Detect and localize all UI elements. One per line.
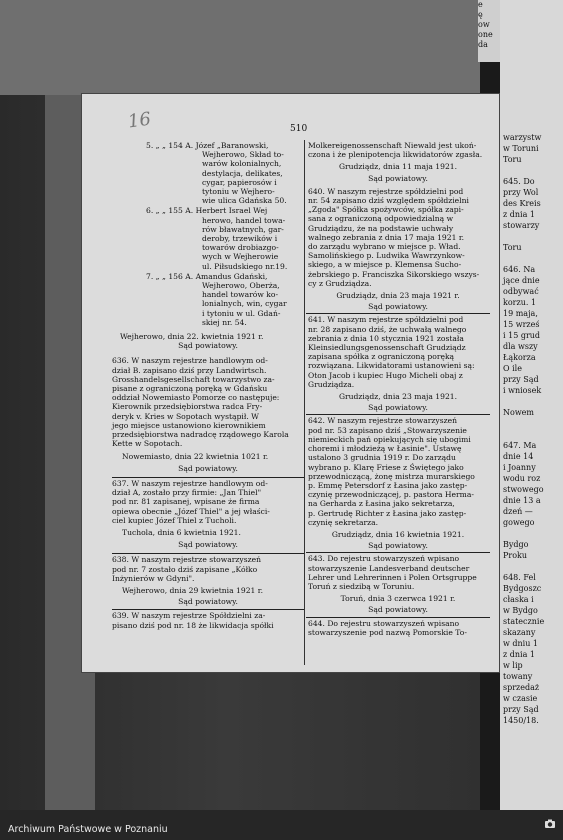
- text-line: Molkereigenossenschaft Niewald jest ukoń-: [308, 141, 477, 150]
- neighbor-tab-text: da: [478, 40, 488, 49]
- text-line: nr. 54 zapisano dziś względem spółdzielni: [308, 196, 469, 206]
- text-line: skiego, a w miejsce p. Klemensa Sucho-: [308, 260, 462, 270]
- text-line: ciel kupiec Józef Thiel z Tucholi.: [112, 515, 237, 525]
- text-line: Oton Jacob i kupiec Hugo Micheli obaj z: [308, 370, 463, 380]
- neighbor-text-line: jące dnie: [503, 276, 540, 285]
- text-line: 638. W naszym rejestrze stowarzyszeń: [112, 555, 261, 565]
- neighbor-text-line: w dniu 1: [503, 639, 539, 648]
- text-line: p. Gertrudę Richter z Łasina jako zastęp-: [308, 508, 467, 518]
- text-line: Grudziądza.: [308, 379, 355, 389]
- neighbor-text-line: dzeń —: [503, 507, 533, 516]
- court-signature: Sąd powiatowy.: [178, 540, 238, 550]
- entry-separator: [306, 617, 490, 618]
- text-line: czynię przewodniczącej, p. pastora Herma-: [308, 490, 474, 500]
- underlying-page: [0, 0, 480, 95]
- neighbor-text-line: des Kreis: [503, 199, 541, 208]
- neighbor-text-line: [503, 253, 563, 264]
- neighbor-text-line: i wniosek: [503, 386, 542, 395]
- page-number: 510: [290, 124, 308, 134]
- text-line: jego miejsce ustanowiono kierownikiem: [112, 420, 266, 430]
- court-signature: Sąd powiatowy.: [368, 173, 428, 183]
- neighbor-text-line: 647. Ma: [503, 441, 537, 450]
- signature-line: Grudziądz, dnia 11 maja 1921.: [338, 162, 458, 172]
- text-line: Toruń z siedzibą w Toruniu.: [308, 581, 415, 591]
- neighbor-text-line: 645. Do: [503, 177, 535, 186]
- neighbor-text-line: [503, 561, 563, 572]
- court-signature: Sąd powiatowy.: [368, 403, 428, 413]
- text-line: cygar, papierosów i: [202, 177, 277, 187]
- neighbor-text-line: w Bydgo: [503, 606, 538, 615]
- neighbor-text-line: przy Sąd: [503, 705, 539, 714]
- text-line: Wejherowo, Oberża,: [202, 281, 280, 291]
- neighbor-page-strip: [500, 0, 563, 810]
- neighbor-text-line: 19 maja,: [503, 309, 538, 318]
- neighbor-text-line: 648. Fel: [503, 573, 536, 582]
- entry-639: [112, 611, 304, 629]
- text-line: 637. W naszym rejestrze handlowym od-: [112, 478, 268, 488]
- text-line: lonialnych, win, cygar: [202, 299, 287, 309]
- camera-icon: [544, 818, 556, 830]
- text-line: zebrania z dnia 10 stycznia 1921 została: [308, 333, 464, 343]
- text-line: pod nr. 7 zostało dziś zapisane „Kółko: [112, 564, 258, 574]
- neighbor-text-line: i 15 grud: [503, 331, 541, 340]
- text-line: 644. Do rejestru stowarzyszeń wpisano: [308, 618, 460, 628]
- entry-636: [112, 356, 304, 448]
- signature-line: Tuchola, dnia 6 kwietnia 1921.: [122, 527, 241, 537]
- neighbor-tab-text: ow: [478, 20, 490, 29]
- text-line: rozwiązana. Likwidatorami ustanowieni są:: [308, 361, 475, 371]
- text-line: pod nr. 81 zapisanej, wpisane że firma: [112, 497, 260, 507]
- neighbor-text-line: korzu. 1: [503, 298, 537, 307]
- signature-line: Grudziądz, dnia 23 maja 1921 r.: [336, 291, 460, 301]
- court-signature: Sąd powiatowy.: [178, 597, 238, 607]
- neighbor-text-line: z dnia 1: [503, 210, 535, 219]
- entry-642: [308, 416, 488, 526]
- text-line: nr. 28 zapisano dziś, że uchwałą walnego: [308, 324, 467, 334]
- text-line: Grudziądzu, że na podstawie uchwały: [308, 223, 454, 233]
- text-line: dział B. zapisano dziś przy Landwirtsch.: [112, 365, 267, 375]
- neighbor-text-line: [503, 418, 563, 429]
- neighbor-tab-text: e: [478, 0, 483, 9]
- neighbor-text-line: przy Wol: [503, 188, 539, 197]
- neighbor-text-line: stowarzy: [503, 221, 540, 230]
- text-line: Wejherowo, Skład to-: [202, 150, 284, 160]
- text-line: rów bławatnych, gar-: [202, 224, 284, 234]
- court-signature: Sąd powiatowy.: [368, 541, 428, 551]
- entry-separator: [112, 477, 304, 478]
- neighbor-text-line: stwowego: [503, 485, 544, 494]
- court-signature: Sąd powiatowy.: [178, 341, 238, 351]
- text-line: wie ulica Gdańska 50.: [202, 196, 287, 206]
- text-line: pisane z ograniczoną poręką w Gdańsku: [112, 384, 268, 394]
- text-line: ustalono 3 grudnia 1919 r. Do zarządu: [308, 453, 456, 463]
- neighbor-text-line: w Toruni: [503, 144, 539, 153]
- text-line: choremi i młodzieżą w Łasinie". Ustawę: [308, 444, 462, 454]
- text-line: warów kolonialnych,: [202, 159, 282, 169]
- text-line: 6. „ „ 155 A. Herbert Israel Wej: [146, 206, 268, 216]
- neighbor-text-line: dnie 13 a: [503, 496, 541, 505]
- text-line: czona i że plenipotencja likwidatorów zgasła.: [308, 150, 483, 160]
- neighbor-text-line: [503, 165, 563, 176]
- neighbor-page-tab: [478, 0, 500, 62]
- text-line: i tytoniu w ul. Gdań-: [202, 308, 281, 318]
- court-signature: Sąd powiatowy.: [178, 463, 238, 473]
- neighbor-text-line: Bydgo: [503, 540, 529, 549]
- neighbor-text-line: gowego: [503, 518, 535, 527]
- text-line: 643. Do rejestru stowarzyszeń wpisano: [308, 554, 460, 564]
- text-line: Kette w Sopotach.: [112, 439, 183, 449]
- neighbor-text-line: Bydgoszc: [503, 584, 542, 593]
- text-line: ul. Piłsudskiego nr.19.: [202, 261, 288, 271]
- text-line: Kleinsiedlungsgenossenschaft Grudziądz: [308, 343, 466, 353]
- text-line: Samolińskiego p. Ludwika Wawrzynkow-: [308, 251, 465, 261]
- neighbor-text-line: przy Sąd: [503, 375, 539, 384]
- text-line: stowarzyszenie Landesverband deutscher: [308, 563, 470, 573]
- text-line: deroby, trzewików i: [202, 234, 278, 244]
- text-line: opiewa obecnie „Józef Thiel" a jej właści-: [112, 506, 270, 516]
- entry-644: [308, 619, 488, 637]
- text-line: tytoniu w Wejhero-: [202, 187, 275, 197]
- text-line: Grosshandelsgesellschaft towarzystwo za-: [112, 374, 275, 384]
- neighbor-text-line: O ile: [503, 364, 522, 373]
- neighbor-text-line: towany: [503, 672, 533, 681]
- text-line: walnego zebrania z dnia 17 maja 1921 r.: [308, 232, 465, 242]
- text-line: czynię sekretarza.: [308, 517, 379, 527]
- text-line: wybrano p. Klarę Friese z Świętego jako: [308, 462, 464, 472]
- neighbor-text-line: Łąkorza: [503, 353, 536, 362]
- neighbor-text-line: w lip: [503, 661, 523, 670]
- entry-separator: [112, 553, 304, 554]
- text-line: 641. W naszym rejestrze spółdzielni pod: [308, 315, 464, 325]
- neighbor-text-line: cłaska i: [503, 595, 534, 604]
- text-line: 636. W naszym rejestrze handlowym od-: [112, 356, 268, 366]
- handwritten-page-number: 16: [126, 108, 153, 133]
- left-column: [112, 141, 304, 630]
- signature-line: Toruń, dnia 3 czerwca 1921 r.: [340, 594, 456, 604]
- text-line: dział A, zostało przy firmie: „Jan Thiel": [112, 488, 262, 498]
- text-line: herowo, handel towa-: [202, 215, 286, 225]
- text-line: przewodniczącą, żonę mistrza murarskiego: [308, 471, 475, 481]
- text-line: wych w Wejherowie: [202, 252, 279, 262]
- text-line: na Gerharda z Łasina jako sekretarza,: [308, 499, 455, 509]
- text-line: handel towarów ko-: [202, 290, 279, 300]
- text-line: cy z Grudziądza.: [308, 278, 372, 288]
- text-line: 642. W naszym rejestrze stowarzyszeń: [308, 416, 457, 426]
- entry-continuation: [308, 141, 488, 159]
- neighbor-text-line: 1450/18.: [503, 716, 539, 725]
- text-line: 7. „ „ 156 A. Amandus Gdański,: [146, 271, 268, 281]
- entry-643: [308, 554, 488, 591]
- neighbor-text-line: sprzedaż: [503, 683, 540, 692]
- signature-line: Wejherowo, dnia 22. kwietnia 1921 r.: [120, 332, 264, 342]
- text-line: oddział Nowemiasto Pomorze co następuje:: [112, 393, 280, 403]
- neighbor-text-line: wodu roz: [503, 474, 541, 483]
- register-entry: [112, 141, 304, 205]
- neighbor-text-line: Proku: [503, 551, 528, 560]
- text-line: stowarzyszenie pod nazwą Pomorskie To-: [308, 627, 467, 637]
- neighbor-text-line: dla wszy: [503, 342, 538, 351]
- entry-separator: [306, 313, 490, 314]
- text-line: zapisana spółka z ograniczoną poręką: [308, 352, 455, 362]
- neighbor-text-line: warzystw: [503, 133, 542, 142]
- right-column: [308, 141, 488, 637]
- neighbor-text-line: i Joanny: [503, 463, 536, 472]
- text-line: 5. „ „ 154 A. Józef „Baranowski,: [146, 141, 269, 150]
- text-line: pod nr. 53 zapisano dziś „Stowarzyszenie: [308, 425, 467, 435]
- neighbor-tab-text: one: [478, 30, 493, 39]
- text-line: „Zgoda" Spółka spożywców, spółka zapi-: [308, 205, 464, 215]
- entry-separator: [112, 609, 304, 610]
- register-entry: [112, 206, 304, 270]
- text-line: sana z ograniczoną odpowiedzialną w: [308, 214, 454, 224]
- text-line: niemieckich pań opiekujących się ubogimi: [308, 434, 471, 444]
- neighbor-text-line: 646. Na: [503, 265, 536, 274]
- text-line: Lehrer und Lehrerinnen i Polen Ortsgruppe: [308, 572, 477, 582]
- signature-line: Grudziądz, dnia 23 maja 1921.: [338, 392, 458, 402]
- entry-638: [112, 555, 304, 583]
- neighbor-text-line: [503, 528, 563, 539]
- text-line: Inżynierów w Gdyni".: [112, 573, 195, 583]
- text-line: pisano dziś pod nr. 18 że likwidacja spółki: [112, 620, 274, 630]
- text-line: do zarządu wybrano w miejsce p. Wład.: [308, 242, 461, 252]
- text-line: towarów drobiazgo-: [202, 243, 279, 253]
- neighbor-tab-text: ę: [478, 10, 483, 19]
- neighbor-page-text: [503, 132, 563, 726]
- text-line: destylacja, delikates,: [202, 168, 283, 178]
- neighbor-text-line: Toru: [503, 243, 522, 252]
- neighbor-text-line: dnie 14: [503, 452, 534, 461]
- entry-separator: [306, 552, 490, 553]
- entry-637: [112, 479, 304, 525]
- neighbor-text-line: Nowem: [503, 408, 534, 417]
- neighbor-text-line: z dnia 1: [503, 650, 535, 659]
- text-line: deryk v. Kries w Sopotach wystąpił. W: [112, 411, 259, 421]
- neighbor-text-line: [503, 231, 563, 242]
- column-divider: [304, 140, 305, 665]
- neighbor-text-line: Toru: [503, 155, 522, 164]
- entry-640: [308, 187, 488, 288]
- neighbor-text-line: [503, 396, 563, 407]
- court-signature: Sąd powiatowy.: [368, 302, 428, 312]
- entry-641: [308, 315, 488, 389]
- court-signature: Sąd powiatowy.: [368, 605, 428, 615]
- neighbor-text-line: 15 wrześ: [503, 320, 540, 329]
- neighbor-text-line: statecznie: [503, 617, 545, 626]
- register-entry: [112, 272, 304, 327]
- neighbor-text-line: skazany: [503, 628, 536, 637]
- signature-line: Wejherowo, dnia 29 kwietnia 1921 r.: [122, 585, 264, 595]
- archive-label: Archiwum Państwowe w Poznaniu: [8, 824, 168, 835]
- text-line: p. Emmę Petersdorf z Łasina jako zastęp-: [308, 480, 468, 490]
- entry-separator: [306, 414, 490, 415]
- neighbor-text-line: w czasie: [503, 694, 538, 703]
- register-entries-5-7: [112, 141, 304, 327]
- text-line: 640. W naszym rejestrze spółdzielni pod: [308, 186, 464, 196]
- text-line: skiej nr. 54.: [202, 317, 247, 327]
- signature-line: Grudziądz, dnia 16 kwietnia 1921.: [331, 529, 465, 539]
- text-line: przedsiębiorstwa nadradcę rządowego Karola: [112, 430, 289, 440]
- signature-line: Nowemiasto, dnia 22 kwietnia 1021 r.: [122, 451, 269, 461]
- text-line: żebrskiego p. Franciszka Sikorskiego wszys-: [308, 269, 480, 279]
- text-line: Kierownik przedsiębiorstwa radca Fry-: [112, 402, 263, 412]
- neighbor-text-line: [503, 429, 563, 440]
- neighbor-text-line: odbywać: [503, 287, 539, 296]
- text-line: 639. W naszym rejestrze Spółdzielni za-: [112, 611, 266, 621]
